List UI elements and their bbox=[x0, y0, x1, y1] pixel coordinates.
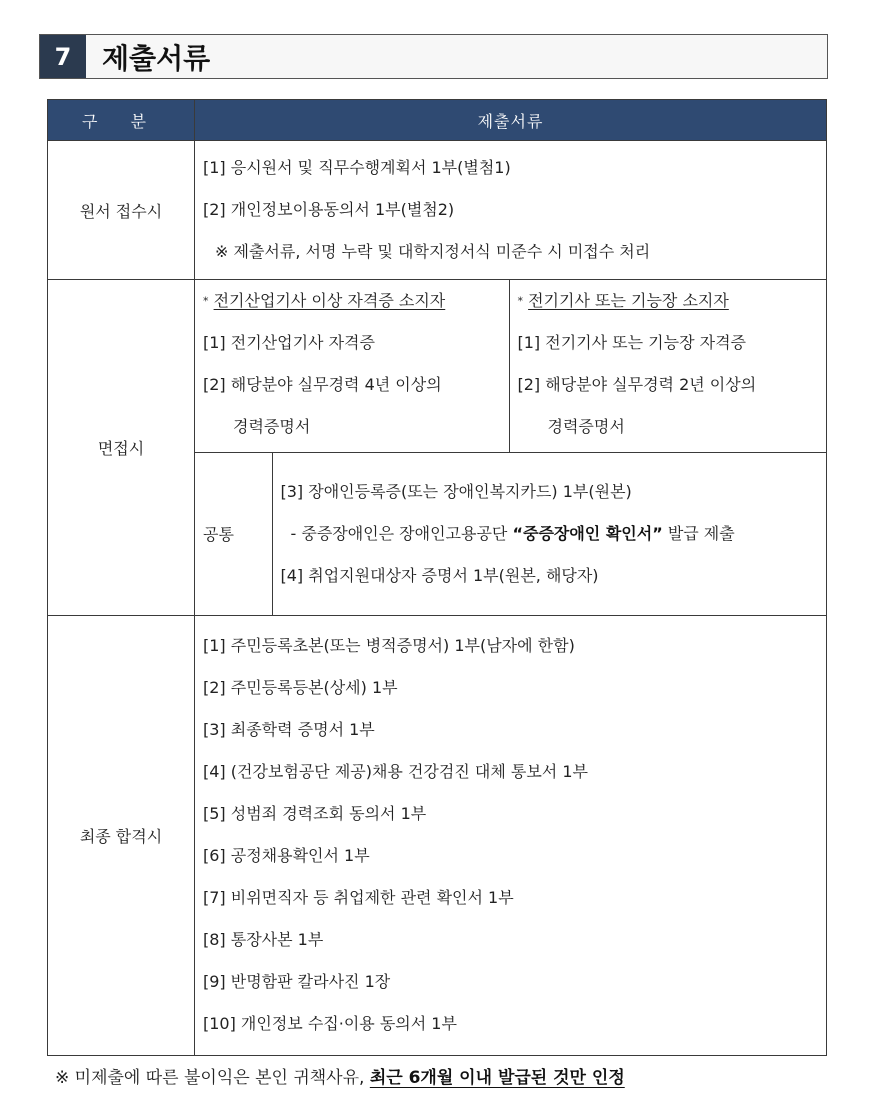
section-title: 제출서류 bbox=[102, 41, 211, 75]
footer-prefix: ※ 미제출에 따른 불이익은 본인 귀책사유, bbox=[55, 1068, 365, 1088]
row-label-interview: 면접시 bbox=[48, 280, 195, 616]
list-item: [3] 장애인등록증(또는 장애인복지카드) 1부(원본) bbox=[280, 481, 632, 501]
interview-docs bbox=[195, 280, 827, 616]
interview-inner-table bbox=[195, 280, 827, 452]
section-header bbox=[39, 34, 828, 79]
list-item: [9] 반명함판 칼라사진 1장 bbox=[203, 972, 391, 991]
footer-emphasis: 최근 6개월 이내 발급된 것만 인정 bbox=[369, 1068, 625, 1088]
documents-table bbox=[47, 99, 827, 1056]
common-label: 공통 bbox=[195, 453, 272, 615]
list-item-continuation: 경력증명서 bbox=[233, 417, 311, 436]
list-item: [1] 주민등록초본(또는 병적증명서) 1부(남자에 한함) bbox=[203, 636, 575, 655]
interview-left-cell bbox=[195, 280, 509, 452]
list-item: [10] 개인정보 수집·이용 동의서 1부 bbox=[203, 1014, 457, 1033]
category-header: 구 분 bbox=[48, 100, 195, 141]
documents-header: 제출서류 bbox=[195, 100, 827, 141]
final-docs bbox=[195, 615, 827, 1055]
common-docs bbox=[272, 453, 827, 615]
list-item-continuation: 경력증명서 bbox=[547, 417, 625, 436]
application-note: ※ 제출서류, 서명 누락 및 대학지정서식 미준수 시 미접수 처리 bbox=[215, 242, 651, 261]
table-row bbox=[48, 141, 827, 280]
section-number: 7 bbox=[40, 35, 86, 78]
row-label-application: 원서 접수시 bbox=[48, 141, 195, 280]
footer-note bbox=[55, 1063, 625, 1088]
list-item: [7] 비위면직자 등 취업제한 관련 확인서 1부 bbox=[203, 888, 514, 907]
table-row bbox=[48, 615, 827, 1055]
list-item: [2] 개인정보이용동의서 1부(별첨2) bbox=[203, 200, 455, 219]
common-subnote: - 중증장애인은 장애인고용공단 “중증장애인 확인서” 발급 제출 bbox=[290, 523, 735, 543]
list-item: [3] 최종학력 증명서 1부 bbox=[203, 720, 375, 739]
list-item: [6] 공정채용확인서 1부 bbox=[203, 846, 370, 865]
list-item: [4] (건강보험공단 제공)채용 건강검진 대체 통보서 1부 bbox=[203, 762, 588, 781]
list-item: [2] 해당분야 실무경력 4년 이상의 bbox=[203, 375, 442, 394]
application-docs bbox=[195, 141, 827, 280]
list-item: [1] 전기기사 또는 기능장 자격증 bbox=[517, 333, 746, 352]
row-label-final: 최종 합격시 bbox=[48, 615, 195, 1055]
list-item: [5] 성범죄 경력조회 동의서 1부 bbox=[203, 804, 427, 823]
table-row bbox=[48, 280, 827, 616]
list-item: [2] 주민등록등본(상세) 1부 bbox=[203, 678, 398, 697]
list-item: [8] 통장사본 1부 bbox=[203, 930, 324, 949]
table-header-row bbox=[48, 100, 827, 141]
interview-right-cell bbox=[509, 280, 827, 452]
right-heading: * 전기기사 또는 기능장 소지자 bbox=[517, 291, 729, 310]
interview-common-table bbox=[195, 452, 827, 615]
left-heading: * 전기산업기사 이상 자격증 소지자 bbox=[203, 291, 446, 310]
list-item: [1] 응시원서 및 직무수행계획서 1부(별첨1) bbox=[203, 158, 511, 177]
list-item: [1] 전기산업기사 자격증 bbox=[203, 333, 375, 352]
list-item: [2] 해당분야 실무경력 2년 이상의 bbox=[517, 375, 757, 394]
list-item: [4] 취업지원대상자 증명서 1부(원본, 해당자) bbox=[280, 565, 599, 585]
